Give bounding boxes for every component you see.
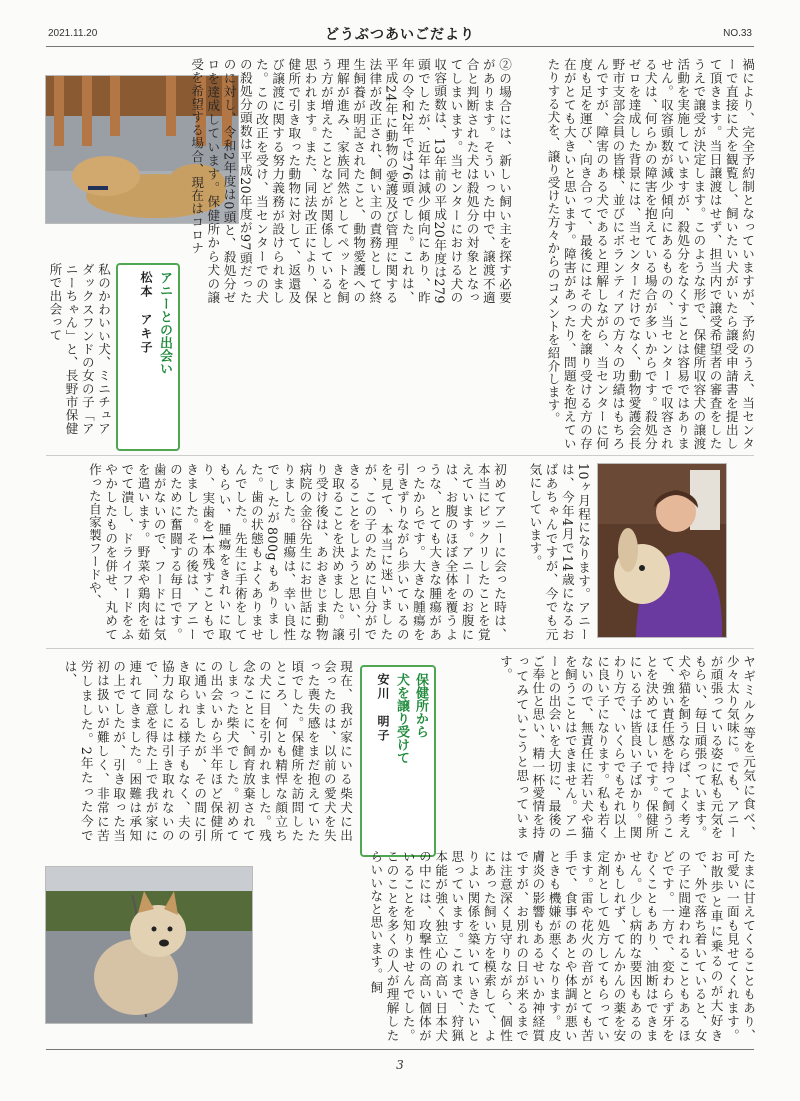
annie-story-3: ヤギミルク等を元気に食べ、少々太り気味に。でも、アニーが頑張っている姿に私も元気をもらい、毎日頑張っています。犬や猫を飼うならば、よく考えて、強い責任感を持って飼うことを決めてほしいです。保健所にいる子は皆良い子ばかり。関わり方で、いくらでもそれ以上に良い子になります。私も若くないので、無責任に若い犬や猫を飼うことはできません。アニーとの出会いを大切に、最後のご奉仕と思い、精一杯愛情を持ってみていこうと思っています。 — [497, 655, 756, 839]
annie-heading-title: アニーとの出会い — [157, 271, 172, 375]
shiba-dog-photo — [45, 866, 253, 1024]
shiba-story-2: たまに甘えてくることもあり、可愛い一面も見せてくれます。お散歩と車に乗るのが大好きで、外で落ち着いていると、女の子に間違われることもあるほどです。一方で、変わらず牙をむくこともあり、油断はできません。少し病的な要因もあるのかもしれず、てんかんの薬を安定剤として処方してもらっています。雷や花火の音がとても苦手で、食事のあとや体調が悪いときも機嫌が悪くなります。皮膚炎の影響もあるせいか神経質ですが、お別れの日が来るまでは注意深く見守りながら、個性にあった飼い方を模索して、よりよい関係を築いていきたいと思っています。これまで、狩猟本能が強く独立心の高い日本犬の中には、攻撃性の高い個体がいることを知りませんでした。このことを多くの人が理解したらいいなと思います。飼 — [368, 850, 756, 1042]
annie-story-2: 初めてアニーに会った時は、本当にビックリしたことを覚えています。アニーのお腹には、お腹のほぼ全体を覆うような、とても大きな腫瘍があったからです。大きな腫瘍を引きずりながら歩いているのを見て、本当に迷いましたが、この子のために自分ができることをしようと思い、引き取ることを決めました。譲り受け後は、あおきじま動物病院の金谷先生にお世話になりました。腫瘍は、幸い良性でしたが800gもありました。歯の状態もよくありませんでした。先生に手術をしてもらい、腫瘍をきれいに取り、実歯を1本残すこともできました。その後は、アニーのために奮闘する毎日です。歯がないので、フードには気を遣います。野菜や鶏肉を茹でて潰し、ドライフードをふやかしたものを併せ、丸めて作った自家製フードや、 — [86, 463, 507, 641]
woman-with-dog-photo — [597, 463, 727, 638]
hokenjo-heading-badge — [360, 665, 436, 857]
annie-author-name: 松本 アキ子 — [139, 271, 153, 355]
shiba-story-1: 現在、我が家にいる柴犬に出会ったのは、以前の愛犬を失った喪失感をまだ抱えていた頃でした。保健所を訪問したところ、何とも精悍な顔立ちの犬に目を引かれました。残念なことに、飼育放棄されてしまった柴犬でした。初めての出会いから半年ほど保健所に通いましたが、その間に引き取られる様子もなく、夫の協力なしには引き取れないので、同意を得た上で我が家に連れてきました。困難は承知の上でしたが、引き取った当初は扱いが難しく、非常に苦労しました。2年たった今では、 — [62, 660, 353, 842]
section-divider — [46, 648, 754, 649]
annie-story-4 — [430, 655, 576, 839]
article-column-2b — [246, 250, 512, 445]
issue-number: NO.33 — [723, 28, 752, 39]
article-column-2: 禍により、完全予約制となっていますが、予約のうえ、当センターで直接に犬を観覧し、飼いたい犬がいたら譲受申請書を提出して頂きます。当日譲渡はせず、担当内で譲受希望者の審査をしたうえで譲受が決定します。このような形で、保健所収容犬の譲渡活動を実施していますが、殺処分をなくすことは容易ではありません。収容頭数が減少傾向にあるものの、当センターで収容される犬は、何らかの障害を抱えている場合が多いからです。殺処分ゼロを達成した背景には、当センターだけでなく、動物愛護会長野市支部会員の皆様、並びにボランティアの方々の功績はもちろんですが、障害のある犬であると理解しながら、当センターに何度も足を運び、向き合って、最後にはその犬を譲り受ける方の存在がとても大きいと思います。障害があったり、問題を抱えていたりする犬を、譲り受けた方々からのコメントを紹介します。 — [545, 58, 755, 450]
header-rule — [46, 46, 754, 47]
article-column-1: ②の場合には、新しい飼い主を探す必要があります。そういった中で、譲渡不適合と判断された犬は殺処分の対象となってしまいます。当センターにおける犬の収容頭数は、13年前の平成20年度は279頭でしたが、近年は減少傾向にあり、昨年の令和2年では76頭でした。これは、平成24年に動物の愛護及び管理に関する法律が改正され、飼い主の責務として終生飼養が明記されたこと、動物愛護への理解が進み、家族同然としてペットを飼う方が増えたことなどが関係していると思われます。また、同法改正により、保健所で引き取った動物に対して、返還及び譲渡に関する努力義務が設けられました。この改正を受け、当センターでの犬の殺処分頭数は平成20年度が97頭だったのに対し、令和2年度は0頭と、殺処分ゼロを達成しています。保健所から犬の譲受を希望する場合、現在はコロナ — [189, 58, 512, 304]
annie-intro-text: 私のかわいい犬、ミニチュアダックスフンドの女の子「アニーちゃん」と、長野市保健所で出会って — [47, 263, 111, 435]
footer-rule — [46, 1049, 754, 1050]
hokenjo-author-name: 安川 明子 — [376, 673, 390, 743]
woman-holding-dachshund-image — [598, 464, 726, 637]
annie-heading-badge — [116, 263, 180, 451]
page-header — [48, 24, 752, 46]
newsletter-title: どうぶつあいごだより — [325, 26, 475, 42]
annie-story-1: 10ヶ月程になります。アニーは、今年4月で14歳になるおばあちゃんですが、今でも元気にしています。 — [527, 463, 591, 641]
page-number: 3 — [396, 1058, 404, 1072]
section-divider — [46, 455, 754, 456]
hokenjo-heading-title: 保健所から 犬を譲り受けて — [394, 673, 428, 764]
issue-date: 2021.11.20 — [48, 28, 98, 39]
shiba-dog-outdoor-image — [46, 867, 252, 1023]
